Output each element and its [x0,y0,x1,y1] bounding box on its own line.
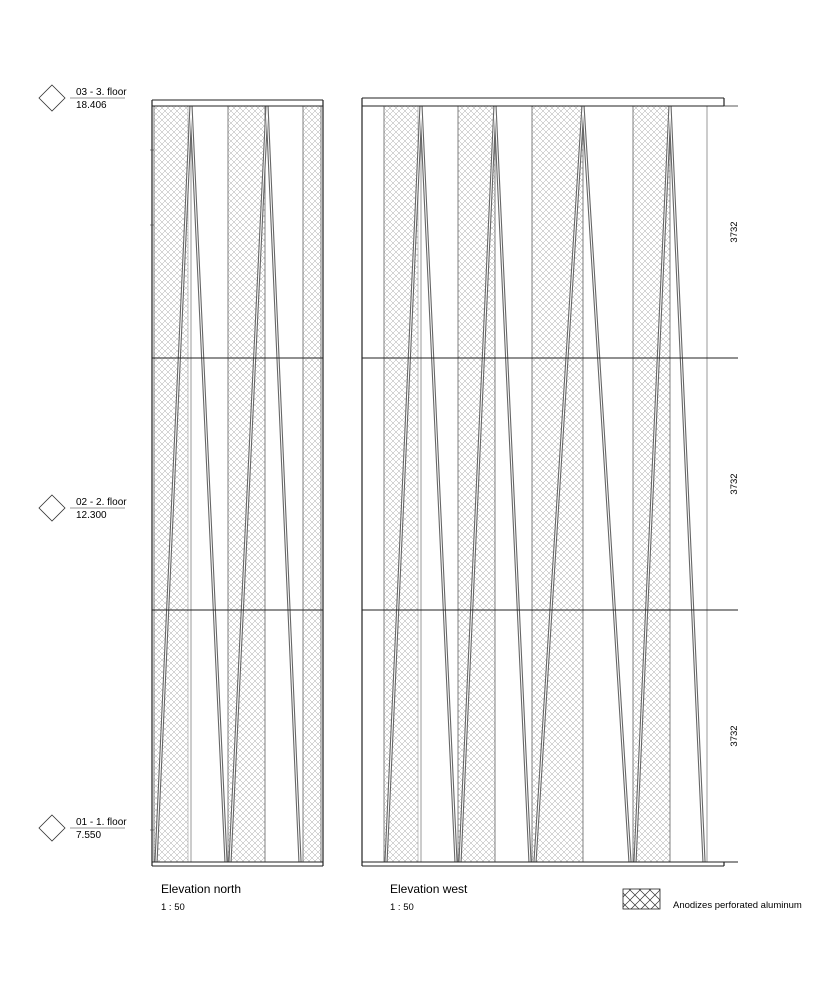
elevation-north [150,100,323,866]
elevation-west [362,98,738,866]
elevation-west-scale: 1 : 50 [390,902,414,913]
level-marker-3 [39,85,127,111]
level-diamond-icon [39,815,65,841]
dimension-label: 3732 [729,221,740,243]
dimension-label: 3732 [729,473,740,495]
legend-label: Anodizes perforated aluminum [673,900,802,911]
elevation-north-scale: 1 : 50 [161,902,185,913]
level-marker-1 [39,815,127,841]
level-name: 02 - 2. floor [76,497,127,508]
level-diamond-icon [39,495,65,521]
dimension-label: 3732 [729,725,740,747]
elevation-west-title: Elevation west [390,882,468,896]
elevation-north-title: Elevation north [161,882,242,896]
level-elevation: 18.406 [76,100,107,111]
level-marker-2 [39,495,127,521]
level-elevation: 7.550 [76,830,102,841]
level-name: 01 - 1. floor [76,817,127,828]
level-name: 03 - 3. floor [76,87,127,98]
crosshatch-swatch-icon [623,889,660,909]
legend [623,889,802,911]
level-elevation: 12.300 [76,510,107,521]
level-diamond-icon [39,85,65,111]
